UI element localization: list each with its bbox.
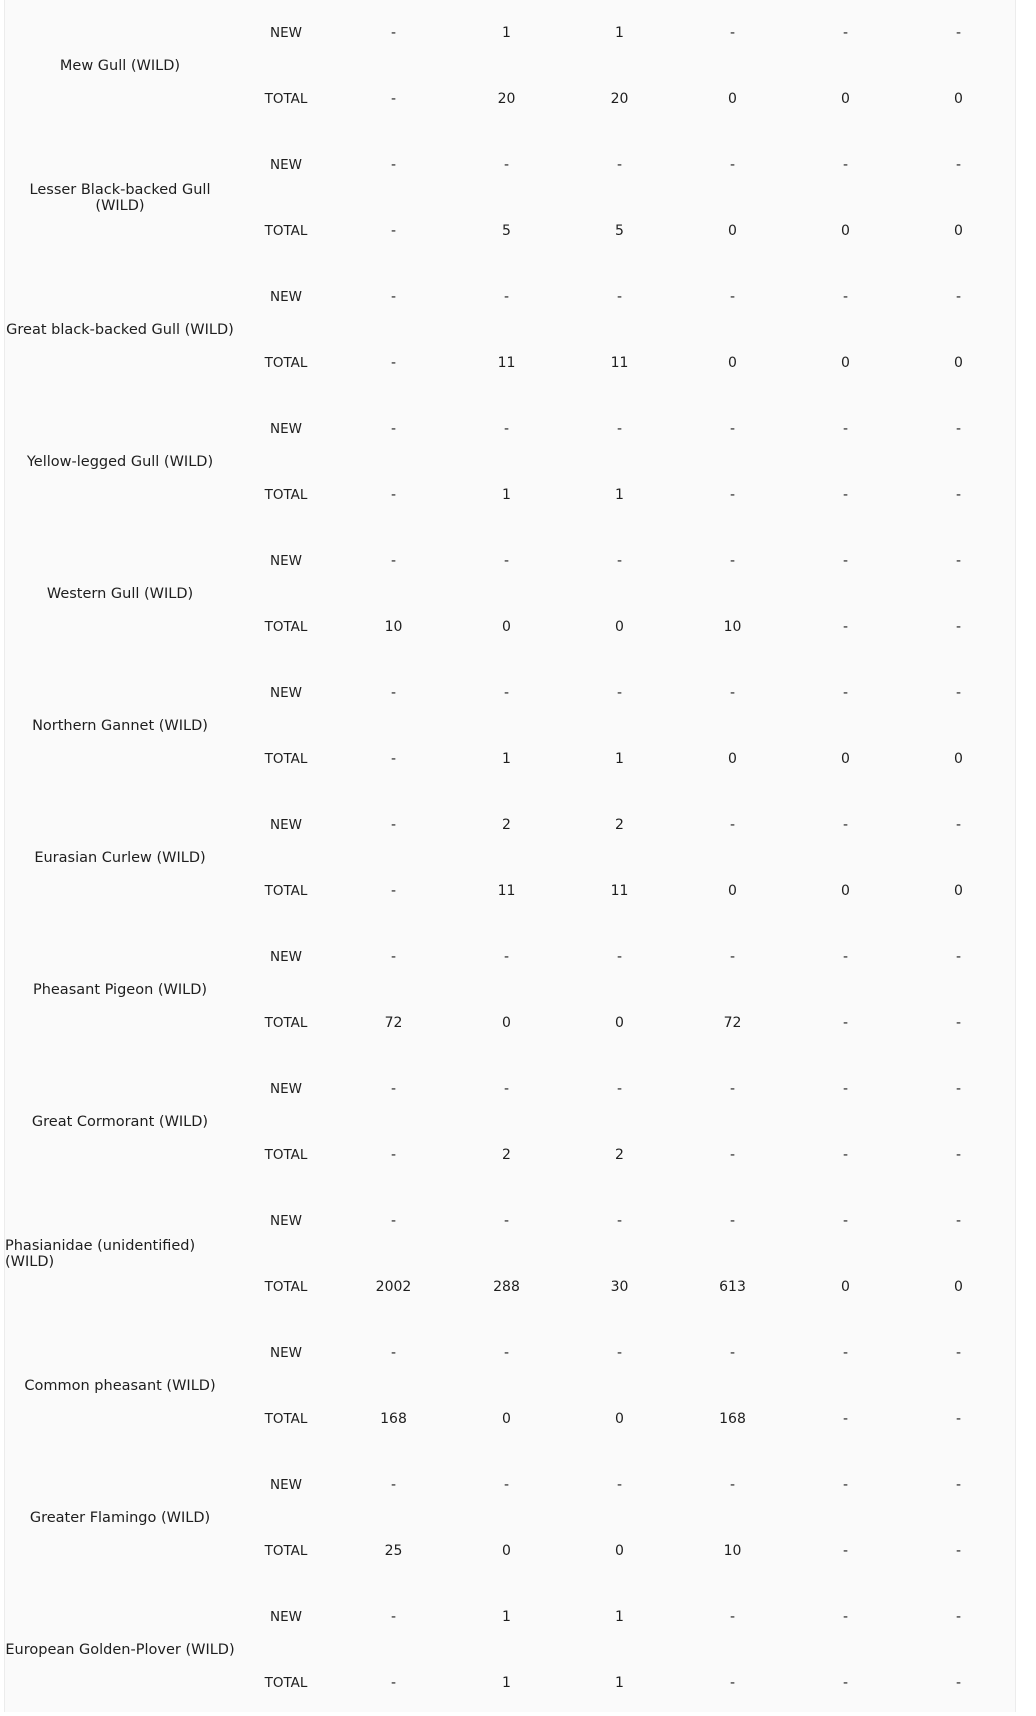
row-type-label: NEW [270, 1609, 302, 1625]
table-row-new [5, 660, 1015, 726]
species-name: Great black-backed Gull (WILD) [6, 322, 234, 338]
species-name: Northern Gannet (WILD) [32, 718, 208, 734]
new-value-cell: - [955, 1345, 962, 1361]
total-value-cell: 0 [841, 223, 850, 239]
total-value-cell: 20 [610, 91, 629, 107]
new-value-cell: - [616, 157, 623, 173]
total-value-cell: - [842, 1411, 849, 1427]
total-value-cell: - [390, 1147, 397, 1163]
total-value-cell: - [842, 1543, 849, 1559]
row-type-label: TOTAL [264, 1543, 308, 1559]
total-value-cell: - [842, 1015, 849, 1031]
row-type-label: TOTAL [264, 487, 308, 503]
new-value-cell: - [390, 1213, 397, 1229]
outbreak-table-panel [4, 0, 1016, 1712]
new-value-cell: - [729, 1609, 736, 1625]
new-value-cell: - [503, 157, 510, 173]
row-type-label: TOTAL [264, 91, 308, 107]
total-value-cell: - [955, 1675, 962, 1691]
new-value-cell: - [616, 949, 623, 965]
new-value-cell: - [729, 1477, 736, 1493]
new-value-cell: - [842, 553, 849, 569]
new-value-cell: - [616, 289, 623, 305]
row-type-label: NEW [270, 1213, 302, 1229]
new-value-cell: 1 [615, 25, 624, 41]
species-name: Lesser Black-backed Gull (WILD) [29, 182, 211, 214]
new-value-cell: - [729, 685, 736, 701]
table-row-new [5, 1056, 1015, 1122]
row-type-label: NEW [270, 157, 302, 173]
new-value-cell: - [955, 1609, 962, 1625]
row-type-label: TOTAL [264, 1411, 308, 1427]
total-value-cell: 72 [384, 1015, 403, 1031]
total-value-cell: - [842, 1675, 849, 1691]
total-value-cell: 168 [380, 1411, 407, 1427]
total-value-cell: 1 [615, 751, 624, 767]
new-value-cell: - [616, 553, 623, 569]
new-value-cell: - [842, 1345, 849, 1361]
table-row-new [5, 264, 1015, 330]
total-value-cell: - [390, 751, 397, 767]
species-name: Common pheasant (WILD) [24, 1378, 216, 1394]
new-value-cell: - [390, 553, 397, 569]
table-row-new [5, 1320, 1015, 1386]
total-value-cell: 0 [502, 1411, 511, 1427]
total-value-cell: - [955, 1015, 962, 1031]
new-value-cell: - [390, 685, 397, 701]
total-value-cell: - [955, 1411, 962, 1427]
new-value-cell: - [842, 685, 849, 701]
total-value-cell: - [390, 355, 397, 371]
new-value-cell: - [842, 25, 849, 41]
new-value-cell: - [503, 949, 510, 965]
total-value-cell: 288 [493, 1279, 520, 1295]
new-value-cell: - [729, 817, 736, 833]
new-value-cell: 2 [615, 817, 624, 833]
new-value-cell: - [955, 1477, 962, 1493]
total-value-cell: 0 [728, 223, 737, 239]
total-value-cell: 11 [610, 883, 629, 899]
total-value-cell: - [955, 619, 962, 635]
total-value-cell: 0 [841, 91, 850, 107]
total-value-cell: 0 [502, 1543, 511, 1559]
table-row-new [5, 924, 1015, 990]
total-value-cell: 0 [841, 1279, 850, 1295]
total-value-cell: 0 [954, 883, 963, 899]
total-value-cell: 1 [615, 1675, 624, 1691]
new-value-cell: - [390, 157, 397, 173]
total-value-cell: 0 [728, 91, 737, 107]
row-type-label: TOTAL [264, 1279, 308, 1295]
new-value-cell: - [955, 1081, 962, 1097]
species-name: Yellow-legged Gull (WILD) [26, 454, 214, 470]
row-type-label: TOTAL [264, 619, 308, 635]
new-value-cell: - [955, 157, 962, 173]
species-name: European Golden-Plover (WILD) [5, 1642, 235, 1658]
row-type-label: TOTAL [264, 1015, 308, 1031]
total-value-cell: 0 [615, 1543, 624, 1559]
total-value-cell: 168 [719, 1411, 746, 1427]
new-value-cell: - [729, 421, 736, 437]
total-value-cell: 1 [502, 1675, 511, 1691]
species-name: Greater Flamingo (WILD) [29, 1510, 211, 1526]
row-type-label: NEW [270, 289, 302, 305]
new-value-cell: - [616, 1477, 623, 1493]
new-value-cell: - [955, 1213, 962, 1229]
new-value-cell: - [955, 685, 962, 701]
total-value-cell: - [390, 91, 397, 107]
new-value-cell: - [390, 1081, 397, 1097]
table-row-new [5, 132, 1015, 198]
row-type-label: NEW [270, 1477, 302, 1493]
table-row-new [5, 0, 1015, 66]
total-value-cell: - [390, 883, 397, 899]
new-value-cell: - [503, 1345, 510, 1361]
new-value-cell: - [729, 1345, 736, 1361]
total-value-cell: - [390, 1675, 397, 1691]
total-value-cell: 25 [384, 1543, 403, 1559]
new-value-cell: - [729, 949, 736, 965]
row-type-label: TOTAL [264, 883, 308, 899]
new-value-cell: - [729, 1081, 736, 1097]
total-value-cell: - [842, 487, 849, 503]
total-value-cell: 0 [841, 883, 850, 899]
new-value-cell: - [390, 289, 397, 305]
row-type-label: NEW [270, 421, 302, 437]
total-value-cell: 0 [502, 619, 511, 635]
total-value-cell: 0 [728, 355, 737, 371]
total-value-cell: 5 [502, 223, 511, 239]
row-type-label: NEW [270, 1081, 302, 1097]
total-value-cell: 0 [841, 751, 850, 767]
new-value-cell: - [503, 1081, 510, 1097]
new-value-cell: - [842, 1081, 849, 1097]
species-name: Phasianidae (unidentified) (WILD) [5, 1238, 196, 1270]
new-value-cell: - [842, 1477, 849, 1493]
new-value-cell: 1 [502, 1609, 511, 1625]
row-type-label: NEW [270, 25, 302, 41]
total-value-cell: 10 [723, 619, 742, 635]
species-table [5, 0, 1015, 1716]
total-value-cell: 10 [384, 619, 403, 635]
new-value-cell: - [955, 553, 962, 569]
new-value-cell: - [842, 949, 849, 965]
total-value-cell: 2 [502, 1147, 511, 1163]
new-value-cell: - [503, 1477, 510, 1493]
new-value-cell: - [729, 553, 736, 569]
total-value-cell: 0 [615, 619, 624, 635]
total-value-cell: 0 [502, 1015, 511, 1031]
total-value-cell: - [729, 1147, 736, 1163]
table-row-new [5, 528, 1015, 594]
new-value-cell: - [729, 25, 736, 41]
new-value-cell: - [503, 553, 510, 569]
row-type-label: TOTAL [264, 751, 308, 767]
new-value-cell: - [955, 25, 962, 41]
row-type-label: NEW [270, 1345, 302, 1361]
species-name: Western Gull (WILD) [46, 586, 194, 602]
total-value-cell: 72 [723, 1015, 742, 1031]
new-value-cell: - [955, 949, 962, 965]
row-type-label: TOTAL [264, 1675, 308, 1691]
new-value-cell: - [842, 1213, 849, 1229]
new-value-cell: - [503, 685, 510, 701]
new-value-cell: 1 [502, 25, 511, 41]
new-value-cell: - [616, 1081, 623, 1097]
new-value-cell: - [390, 817, 397, 833]
total-value-cell: - [390, 487, 397, 503]
new-value-cell: - [616, 685, 623, 701]
total-value-cell: - [955, 487, 962, 503]
table-row-new [5, 792, 1015, 858]
new-value-cell: - [842, 421, 849, 437]
new-value-cell: - [616, 1213, 623, 1229]
total-value-cell: 1 [502, 751, 511, 767]
total-value-cell: 0 [728, 751, 737, 767]
new-value-cell: - [955, 817, 962, 833]
new-value-cell: - [390, 949, 397, 965]
total-value-cell: 11 [497, 883, 516, 899]
total-value-cell: 30 [610, 1279, 629, 1295]
new-value-cell: - [390, 1609, 397, 1625]
total-value-cell: 0 [954, 751, 963, 767]
total-value-cell: 2002 [375, 1279, 412, 1295]
total-value-cell: - [729, 487, 736, 503]
new-value-cell: - [390, 25, 397, 41]
new-value-cell: - [729, 157, 736, 173]
new-value-cell: - [390, 1477, 397, 1493]
new-value-cell: - [616, 1345, 623, 1361]
total-value-cell: 0 [841, 355, 850, 371]
table-row-new [5, 1188, 1015, 1254]
row-type-label: NEW [270, 949, 302, 965]
new-value-cell: - [955, 289, 962, 305]
total-value-cell: - [955, 1147, 962, 1163]
new-value-cell: - [955, 421, 962, 437]
new-value-cell: 2 [502, 817, 511, 833]
new-value-cell: - [842, 157, 849, 173]
new-value-cell: - [503, 289, 510, 305]
total-value-cell: - [842, 619, 849, 635]
table-row-new [5, 1584, 1015, 1650]
table-row-new [5, 1452, 1015, 1518]
table-row-new [5, 396, 1015, 462]
new-value-cell: - [729, 289, 736, 305]
new-value-cell: - [503, 421, 510, 437]
new-value-cell: - [842, 1609, 849, 1625]
total-value-cell: 1 [502, 487, 511, 503]
total-value-cell: 0 [954, 355, 963, 371]
total-value-cell: 10 [723, 1543, 742, 1559]
new-value-cell: - [390, 1345, 397, 1361]
total-value-cell: 613 [719, 1279, 746, 1295]
new-value-cell: - [390, 421, 397, 437]
species-name: Eurasian Curlew (WILD) [34, 850, 206, 866]
species-table-body [5, 0, 1015, 1716]
new-value-cell: - [616, 421, 623, 437]
new-value-cell: - [842, 289, 849, 305]
species-name: Great Cormorant (WILD) [31, 1114, 209, 1130]
species-name: Pheasant Pigeon (WILD) [32, 982, 208, 998]
total-value-cell: 0 [615, 1015, 624, 1031]
row-type-label: NEW [270, 817, 302, 833]
total-value-cell: 2 [615, 1147, 624, 1163]
total-value-cell: 0 [615, 1411, 624, 1427]
total-value-cell: 20 [497, 91, 516, 107]
total-value-cell: 5 [615, 223, 624, 239]
total-value-cell: 0 [954, 91, 963, 107]
total-value-cell: 1 [615, 487, 624, 503]
total-value-cell: 11 [497, 355, 516, 371]
row-type-label: NEW [270, 685, 302, 701]
new-value-cell: - [729, 1213, 736, 1229]
new-value-cell: - [842, 817, 849, 833]
total-value-cell: 0 [728, 883, 737, 899]
row-type-label: TOTAL [264, 223, 308, 239]
total-value-cell: - [729, 1675, 736, 1691]
new-value-cell: - [503, 1213, 510, 1229]
row-type-label: TOTAL [264, 1147, 308, 1163]
total-value-cell: - [390, 223, 397, 239]
total-value-cell: 0 [954, 1279, 963, 1295]
total-value-cell: 0 [954, 223, 963, 239]
new-value-cell: 1 [615, 1609, 624, 1625]
row-type-label: TOTAL [264, 355, 308, 371]
total-value-cell: - [842, 1147, 849, 1163]
total-value-cell: 11 [610, 355, 629, 371]
total-value-cell: - [955, 1543, 962, 1559]
species-name: Mew Gull (WILD) [59, 58, 181, 74]
row-type-label: NEW [270, 553, 302, 569]
